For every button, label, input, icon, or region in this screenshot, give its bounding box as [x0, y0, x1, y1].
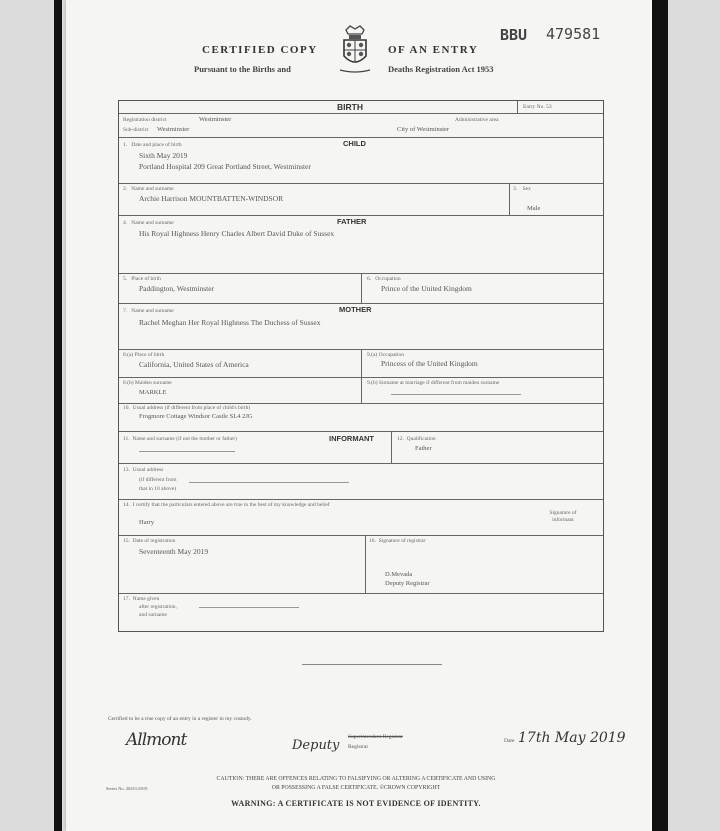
- header-subtitle-left: Pursuant to the Births and: [194, 64, 291, 74]
- mother-name-label: 7. Name and surname: [123, 308, 174, 314]
- informant-qualification-label: 12. Qualification: [397, 436, 436, 442]
- form-title: BIRTH: [337, 102, 363, 112]
- informant-qualification-label-text: Qualification: [406, 436, 436, 442]
- date-label: Date: [504, 738, 515, 744]
- caution-line-1: CAUTION: THERE ARE OFFENCES RELATING TO FALSIFYING OR ALTERING A CERTIFICATE AND USING: [216, 776, 496, 782]
- informant-signature-value: Harry: [139, 519, 155, 526]
- right-edge-shadow: [652, 0, 668, 831]
- informant-name-label: 11. Name and surname (if not the mother or father): [123, 436, 237, 442]
- struck-title: Superintendent Registrar: [348, 734, 403, 740]
- subdistrict-value: Westminster: [157, 126, 190, 133]
- registrar-name: D.Mevada: [385, 571, 413, 578]
- serial-prefix: BBU: [500, 26, 528, 44]
- mother-birthplace-label-text: Place of birth: [134, 352, 165, 358]
- identity-warning: WARNING: A CERTIFICATE IS NOT EVIDENCE OF IDENTITY.: [231, 799, 481, 808]
- subdistrict-label: Sub-district: [123, 127, 149, 133]
- registration-date-label: 15. Date of registration: [123, 538, 176, 544]
- certify-statement: 14. I certify that the particulars entered above are true to the best of my knowledge and belief: [123, 502, 330, 508]
- header-title-left: CERTIFIED COPY: [202, 44, 318, 56]
- certificate-paper: [66, 0, 652, 831]
- registrar-signature-label: 16. Signature of registrar: [369, 538, 426, 544]
- serial-digits: 479581: [546, 25, 601, 43]
- informant-address-label: 13. Usual address: [123, 467, 164, 473]
- name-given-label-2: after registration,: [139, 604, 177, 610]
- district-label: Registration district: [123, 117, 167, 123]
- mother-name-label-text: Name and surname: [131, 308, 174, 314]
- child-heading: CHILD: [343, 139, 366, 148]
- informant-address-note2: that in 10 above): [139, 486, 177, 492]
- name-given-label-1: Name given: [132, 596, 160, 602]
- informant-heading: INFORMANT: [329, 434, 374, 443]
- mother-address-label-text: Usual address (if different from place of child's birth): [132, 405, 251, 411]
- father-name-label-text: Name and surname: [131, 220, 174, 226]
- informant-qualification-value: Father: [415, 445, 432, 452]
- registrar-word: Registrar: [348, 744, 369, 750]
- child-name-label: 2. Name and surname: [123, 186, 174, 192]
- mother-address-value: Frogmore Cottage Windsor Castle SL4 2JG: [139, 413, 253, 420]
- header-title-right: OF AN ENTRY: [388, 44, 479, 56]
- deputy-handwriting: Deputy: [292, 738, 340, 753]
- father-name-value: His Royal Highness Henry Charles Albert David Duke of Sussex: [139, 229, 335, 238]
- header-subtitle-right: Deaths Registration Act 1953: [388, 64, 494, 74]
- certify-statement-text: I certify that the particulars entered above are true to the best of my knowledge and belief: [132, 502, 330, 508]
- registration-date-label-text: Date of registration: [132, 538, 176, 544]
- child-dob-value: Sixth May 2019: [139, 151, 188, 160]
- handwritten-date: 17th May 2019: [518, 730, 626, 746]
- mother-maiden-value: MARKLE: [139, 389, 167, 396]
- mother-maiden-label: 8.(b) Maiden surname: [123, 380, 172, 386]
- mother-heading: MOTHER: [339, 305, 372, 314]
- registration-date-value: Seventeenth May 2019: [139, 547, 209, 556]
- mother-occupation-value: Princess of the United Kingdom: [381, 359, 478, 368]
- form-reference: Series No. 20451/2019: [106, 786, 148, 791]
- mother-birthplace-value: California, United States of America: [139, 360, 249, 369]
- father-heading: FATHER: [337, 217, 367, 226]
- mother-occupation-label-text: Occupation: [378, 352, 404, 358]
- father-occupation-label-text: Occupation: [375, 276, 401, 282]
- name-given-label: 17. Name given after registration, and surname: [123, 596, 177, 618]
- child-birthplace-value: Portland Hospital 209 Great Portland Street, Westminster: [139, 162, 311, 171]
- mother-marriage-surname-label: 9.(b) Surname at marriage if different from maiden surname: [367, 380, 500, 386]
- district-value: Westminster: [199, 116, 232, 123]
- registrar-title: Deputy Registrar: [385, 580, 430, 587]
- father-occupation-label: 6. Occupation: [367, 276, 401, 282]
- registrar-signature-label-text: Signature of registrar: [378, 538, 426, 544]
- child-name-label-text: Name and surname: [131, 186, 174, 192]
- mother-name-value: Rachel Meghan Her Royal Highness The Duchess of Sussex: [139, 318, 321, 327]
- father-occupation-value: Prince of the United Kingdom: [381, 284, 472, 293]
- father-birthplace-label-text: Place of birth: [131, 276, 161, 282]
- mother-marriage-surname-label-text: Surname at marriage if different from maiden surname: [378, 380, 500, 386]
- father-name-label: 4. Name and surname: [123, 220, 174, 226]
- entry-number: Entry No. 53: [523, 104, 552, 110]
- caution-line-2: OR POSSESSING A FALSE CERTIFICATE. ©CROWN COPYRIGHT: [271, 785, 441, 791]
- admin-area-label: Administrative area: [455, 117, 499, 123]
- father-birthplace-label: 5. Place of birth: [123, 276, 161, 282]
- child-dob-label-text: Date and place of birth: [131, 142, 182, 148]
- child-sex-label: 3. Sex: [513, 186, 531, 192]
- superintendent-signature: Allmont: [126, 730, 187, 750]
- child-dob-label: 1. Date and place of birth: [123, 142, 182, 148]
- mother-maiden-label-text: Maiden surname: [134, 380, 172, 386]
- informant-address-note1: (if different from: [139, 477, 177, 483]
- child-sex-label-text: Sex: [522, 186, 531, 192]
- admin-area-value: City of Westminster: [397, 126, 450, 133]
- informant-name-label-text: Name and surname (if not the mother or father): [132, 436, 237, 442]
- father-birthplace-value: Paddington, Westminster: [139, 284, 215, 293]
- left-edge-shadow: [54, 0, 62, 831]
- mother-birthplace-label: 8.(a) Place of birth: [123, 352, 165, 358]
- informant-address-label-text: Usual address: [132, 467, 164, 473]
- child-name-value: Archie Harrison MOUNTBATTEN-WINDSOR: [139, 194, 284, 203]
- name-given-label-3: and surname: [139, 612, 167, 618]
- child-sex-value: Male: [527, 205, 541, 212]
- certified-copy-text: Certified to be a true copy of an entry in a register in my custody.: [108, 716, 252, 722]
- informant-signature-label: Signature of informant: [549, 510, 577, 523]
- mother-occupation-label: 9.(a) Occupation: [367, 352, 404, 358]
- mother-address-label: 10. Usual address (if different from place of child's birth): [123, 405, 251, 411]
- footer-divider: [302, 664, 442, 665]
- birth-entry-form: [118, 100, 604, 632]
- royal-crest-icon: [338, 24, 372, 74]
